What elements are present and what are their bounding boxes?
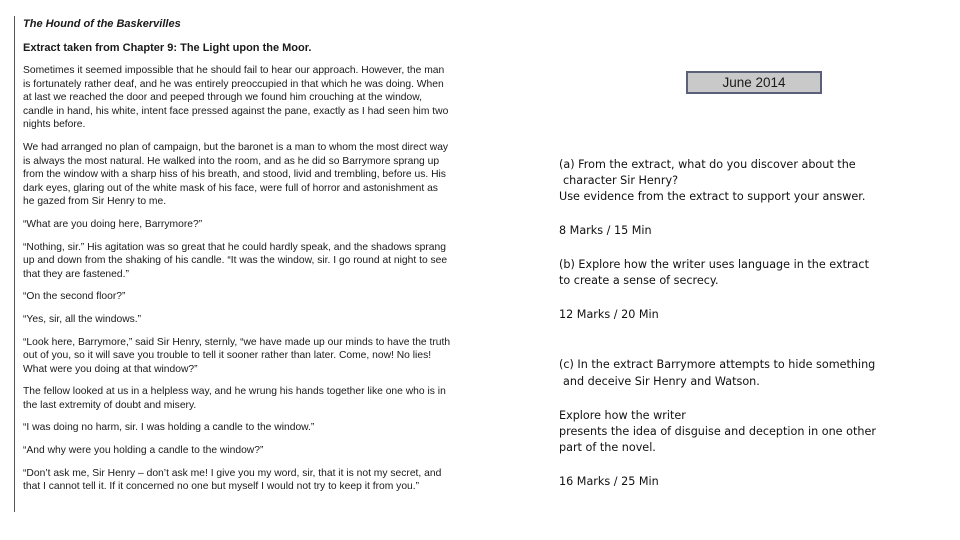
chapter-heading: Extract taken from Chapter 9: The Light upon the Moor. — [23, 42, 312, 54]
extract-panel — [14, 16, 452, 512]
extract-paragraph: “And why were you holding a candle to the window?” — [23, 445, 264, 457]
question-a-line: Use evidence from the extract to support your answer. — [559, 190, 866, 204]
question-b-line: (b) Explore how the writer uses language in the extract — [559, 257, 869, 271]
extract-paragraph: “I was doing no harm, sir. I was holding a candle to the window.” — [23, 422, 315, 434]
question-a-line: character Sir Henry? — [563, 174, 679, 188]
question-a-line: (a) From the extract, what do you discover about the — [559, 158, 856, 171]
extract-paragraph: “Look here, Barrymore,” said Sir Henry, sternly, “we have made up our minds to have the truth out of you, so it will save you trouble to tell it sooner rather than later. Come, now! No lies! What were you doing at that window?” — [23, 336, 451, 375]
extract-paragraph: “Don’t ask me, Sir Henry – don’t ask me! I give you my word, sir, that it is not my secret, and that I cannot tell it. If it concerned no one but myself I would not try to keep it from you.” — [23, 467, 442, 493]
question-c-marks: 16 Marks / 25 Min — [559, 475, 659, 489]
extract-paragraph: “Yes, sir, all the windows.” — [23, 313, 142, 325]
question-c-line: part of the novel. — [559, 441, 656, 455]
extract-paragraph: Sometimes it seemed impossible that he should fail to hear our approach. However, the man is fortunately rather deaf, and he was entirely preoccupied in that which he was doing. When at last we reached the door and peeped through we found him crouching at the window, candle in hand, his white, intent face pressed against the pane, exactly as I had seen him two nights before. — [23, 65, 449, 131]
question-c-line: presents the idea of disguise and deception in one other — [559, 425, 876, 439]
question-c-line: (c) In the extract Barrymore attempts to hide something — [559, 358, 876, 372]
question-b-marks: 12 Marks / 20 Min — [559, 308, 659, 322]
extract-paragraph: “Nothing, sir.” His agitation was so great that he could hardly speak, and the shadows sprang up and down from the shaking of his candle. “It was the window, sir. I go round at night to see that they are fastened.” — [23, 241, 448, 280]
exam-date-badge: June 2014 — [686, 71, 822, 94]
extract-paragraph: We had arranged no plan of campaign, but the baronet is a man to whom the most direct way is always the most natural. He walked into the room, and as he did so Barrymore sprang up from the window with a sharp hiss of his breath, and stood, livid and trembling, before us. His dark eyes, glaring out of the white mask of his face, were full of horror and astonishment as he gazed from Sir Henry to me. — [23, 141, 449, 208]
extract-paragraph: “What are you doing here, Barrymore?” — [23, 218, 203, 230]
question-a-marks: 8 Marks / 15 Min — [559, 223, 652, 237]
extract-paragraph: “On the second floor?” — [23, 291, 126, 303]
question-c-line: and deceive Sir Henry and Watson. — [563, 374, 760, 388]
book-title: The Hound of the Baskervilles — [23, 18, 181, 30]
question-c-line: Explore how the writer — [559, 408, 686, 422]
extract-paragraph: The fellow looked at us in a helpless way, and he wrung his hands together like one who is in the last extremity of doubt and misery. — [23, 386, 446, 411]
questions-panel — [559, 157, 899, 491]
question-b-line: to create a sense of secrecy. — [559, 274, 719, 288]
